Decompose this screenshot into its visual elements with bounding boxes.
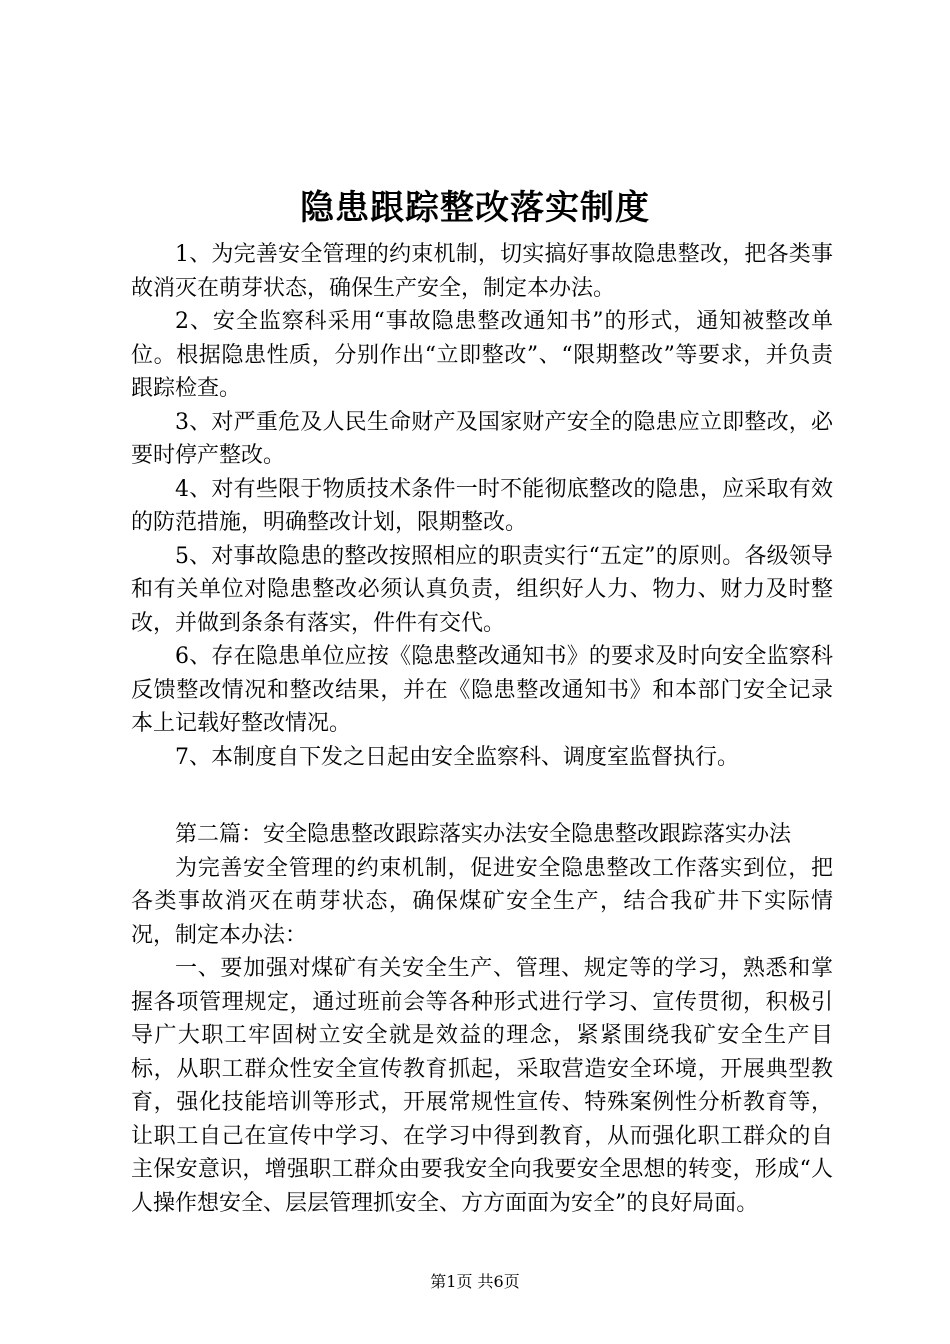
paragraph-5: 5、对事故隐患的整改按照相应的职责实行“五定”的原则。各级领导和有关单位对隐患整改必须认真负责，组织好人力、物力、财力及时整改，并做到条条有落实，件件有交代。 (131, 543, 833, 636)
paragraph-7: 7、本制度自下发之日起由安全监察科、调度室监督执行。 (175, 744, 739, 770)
section-two-heading: 第二篇：安全隐患整改跟踪落实办法安全隐患整改跟踪落实办法 (175, 822, 792, 847)
section-spacer (131, 774, 833, 818)
section-two-item-1: 一、要加强对煤矿有关安全生产、管理、规定等的学习，熟悉和掌握各项管理规定，通过班前会等各种形式进行学习、宣传贯彻，积极引导广大职工牢固树立安全就是效益的理念，紧紧围绕我矿安全生产目标，从职工群众性安全宣传教育抓起，采取营造安全环境，开展典型教育，强化技能培训等形式，开展常规性宣传、特殊案例性分析教育等，让职工自己在宣传中学习、在学习中得到教育，从而强化职工群众的自主保安意识，增强职工群众由要我安全向我要安全思想的转变，形成“人人操作想安全、层层管理抓安全、方方面面为安全”的良好局面。 (131, 956, 833, 1216)
page-footer: 第1页 共6页 (430, 1272, 520, 1291)
paragraph-6: 6、存在隐患单位应按《隐患整改通知书》的要求及时向安全监察科反馈整改情况和整改结果，并在《隐患整改通知书》和本部门安全记录本上记载好整改情况。 (131, 644, 833, 736)
paragraph-2: 2、安全监察科采用“事故隐患整改通知书”的形式，通知被整改单位。根据隐患性质，分别作出“立即整改”、“限期整改”等要求，并负责跟踪检查。 (131, 309, 833, 401)
document-title: 隐患跟踪整改落实制度 (300, 188, 650, 228)
document-body (131, 238, 833, 1220)
section-two-intro: 为完善安全管理的约束机制，促进安全隐患整改工作落实到位，把各类事故消灭在萌芽状态，确保煤矿安全生产，结合我矿井下实际情况，制定本办法： (131, 855, 833, 948)
paragraph-1: 1、为完善安全管理的约束机制，切实搞好事故隐患整改，把各类事故消灭在萌芽状态，确保生产安全，制定本办法。 (131, 242, 833, 301)
paragraph-3: 3、对严重危及人民生命财产及国家财产安全的隐患应立即整改，必要时停产整改。 (131, 409, 833, 468)
paragraph-4: 4、对有些限于物质技术条件一时不能彻底整改的隐患，应采取有效的防范措施，明确整改计划，限期整改。 (131, 476, 833, 535)
